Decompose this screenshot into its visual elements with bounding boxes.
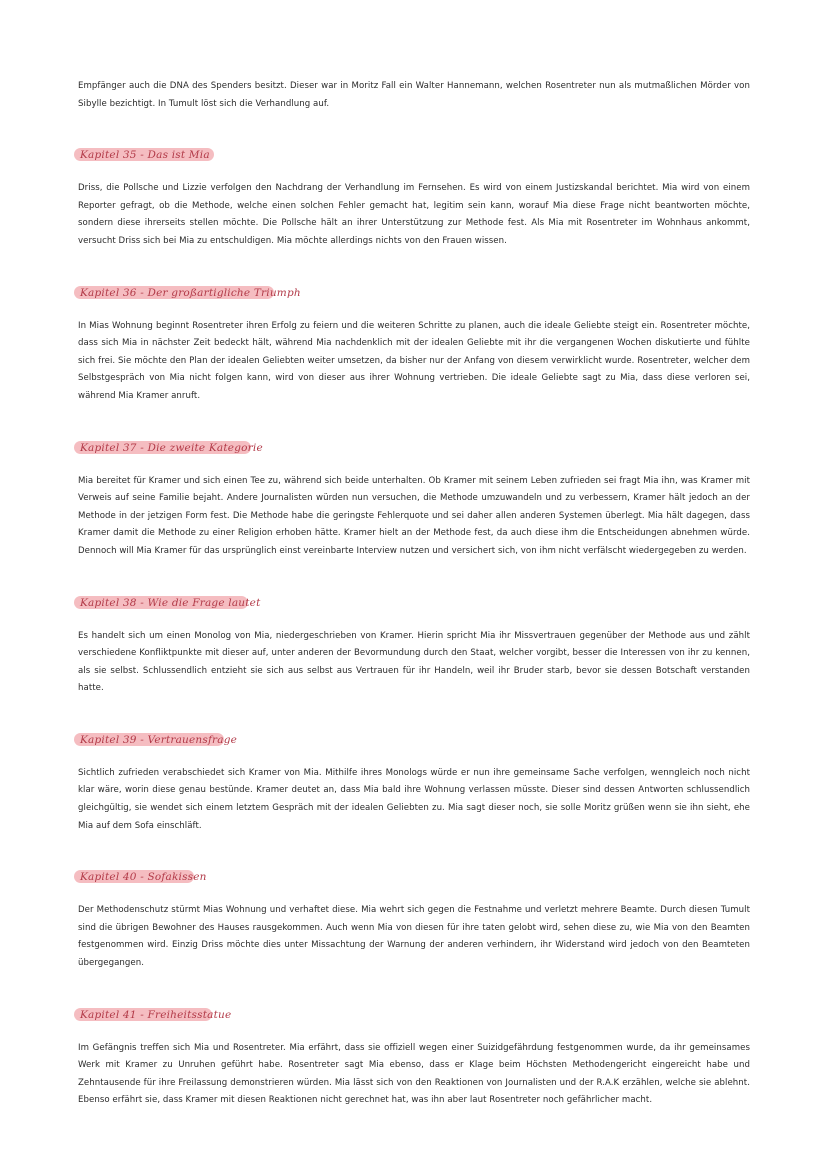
document-page xyxy=(78,78,750,1110)
chapter-heading-40 xyxy=(78,865,750,889)
chapter-title: Kapitel 37 - Die zweite Kategorie xyxy=(80,441,263,454)
chapter-paragraph-38: Es handelt sich um einen Monolog von Mia, niedergeschrieben von Kramer. Hierin spricht Mia ihr Missvertrauen gegenüber der Methode aus und zählt verschiedene Konfliktpunkte mit dieser auf, unter anderen der Bevormundung durch den Staat, welcher vorgibt, besser die Interessen von ihr zu kennen, als sie selbst. Schlussendlich entzieht sie sich aus selbst aus Vertrauen für ihr Handeln, weil ihr Bruder starb, bevor sie dessen Botschaft verstanden hatte. xyxy=(78,630,750,694)
chapter-paragraph-35: Driss, die Pollsche und Lizzie verfolgen den Nachdrang der Verhandlung im Fernsehen. Es wird von einem Justizskandal berichtet. Mia wird von einem Reporter gefragt, ob die Methode, welche einen solchen Fehler gemacht hat, legitim sein kann, worauf Mia diese Frage nicht beantworten möchte, sondern diese ihrerseits stellen möchte. Die Pollsche hält an ihrer Unterstützung zur Methode fest. Als Mia mit Rosentreter im Wohnhaus ankommt, versucht Driss sich bei Mia zu entschuldigen. Mia möchte allerdings nichts von den Frauen wissen. xyxy=(78,183,750,246)
chapter-heading-39 xyxy=(78,728,750,752)
chapter-title: Kapitel 38 - Wie die Frage lautet xyxy=(80,596,261,609)
chapter-heading-36 xyxy=(78,281,750,305)
chapter-title: Kapitel 39 - Vertrauensfrage xyxy=(80,733,238,746)
chapter-heading-38 xyxy=(78,591,750,615)
chapter-paragraph-37: Mia bereitet für Kramer und sich einen Tee zu, während sich beide unterhalten. Ob Kramer mit seinem Leben zufrieden sei fragt Mia ihn, was Kramer mit Verweis auf seine Familie bejaht. Andere Journalisten würden nun versuchen, die Methode umzuwandeln und zu verbessern, Kramer hält jedoch an der Methode in der jetzigen Form fest. Die Methode habe die geringste Fehlerquote und sei daher allen anderen Systemen überlegt. Mia hält dagegen, dass Kramer damit die Methode zu einer Religion erhoben hätte. Kramer hielt an der Methode fest, da auch diese ihm die Entscheidungen abnehmen würde. Dennoch will Mia Kramer für das ursprünglich einst vereinbarte Interview nutzen und versichert sich, von ihm nicht verfälscht wiedergegeben zu werden. xyxy=(78,475,750,556)
chapter-heading-37 xyxy=(78,436,750,460)
chapter-paragraph-40: Der Methodenschutz stürmt Mias Wohnung und verhaftet diese. Mia wehrt sich gegen die Festnahme und verletzt mehrere Beamte. Durch diesen Tumult sind die übrigen Bewohner des Hauses rausgekommen. Auch wenn Mia von diesen für ihre taten gelobt wird, sehen diese zu, wie Mia von den Beamten festgenommen wird. Einzig Driss möchte dies unter Missachtung der Warnung der anderen verhindern, ihr Widerstand wird jedoch von den Beamteten übergegangen. xyxy=(78,905,750,969)
chapter-paragraph-39: Sichtlich zufrieden verabschiedet sich Kramer von Mia. Mithilfe ihres Monologs würde er nun ihre gemeinsame Sache verfolgen, wenngleich noch nicht klar wäre, worin diese genau bestünde. Kramer deutet an, dass Mia bald ihre Wohnung verlassen müsste. Dieser sind dessen Antworten schlussendlich gleichgültig, sie wendet sich einem letztem Gespräch mit der idealen Geliebten zu. Mia sagt dieser noch, sie solle Moritz grüßen wenn sie ihn sieht, ehe Mia auf dem Sofa einschläft. xyxy=(78,767,750,831)
intro-paragraph: Empfänger auch die DNA des Spenders besitzt. Dieser war in Moritz Fall ein Walter Hannemann, welchen Rosentreter nun als mutmaßlichen Mörder von Sibylle bezichtigt. In Tumult löst sich die Verhandlung auf. xyxy=(78,81,750,109)
chapter-title: Kapitel 36 - Der großartigliche Triumph xyxy=(80,286,301,299)
chapter-title: Kapitel 41 - Freiheitsstatue xyxy=(80,1008,232,1021)
chapter-heading-35 xyxy=(78,143,750,167)
chapter-paragraph-36: In Mias Wohnung beginnt Rosentreter ihren Erfolg zu feiern und die weiteren Schritte zu planen, auch die ideale Geliebte steigt ein. Rosentreter möchte, dass sich Mia in nächster Zeit bedeckt hält, während Mia nachdenklich mit der idealen Geliebte mit ihr die vergangenen Wochen diskutierte und fühlte sich frei. Sie möchte den Plan der idealen Geliebten weiter umsetzen, da bisher nur der Anfang von diesem verwirklicht wurde. Rosentreter, welcher dem Selbstgespräch von Mia nicht folgen kann, wird von dieser aus ihrer Wohnung vertrieben. Die ideale Geliebte sagt zu Mia, dass diese verloren sei, während Mia Kramer anruft. xyxy=(78,320,750,401)
chapter-title: Kapitel 40 - Sofakissen xyxy=(80,871,207,884)
chapter-paragraph-41: Im Gefängnis treffen sich Mia und Rosentreter. Mia erfährt, dass sie offiziell wegen einer Suizidgefährdung festgenommen wurde, da ihr gemeinsames Werk mit Kramer zu Unruhen geführt habe. Rosentreter sagt Mia ebenso, dass er Klage beim Höchsten Methodengericht eingereicht habe und Zehntausende für ihre Freilassung demonstrieren würden. Mia lässt sich von den Reaktionen von Journalisten und der R.A.K erzählen, welche sie ablehnt. Ebenso erfährt sie, dass Kramer mit diesen Reaktionen nicht gerechnet hat, was ihn aber laut Rosentreter noch gefährlicher macht. xyxy=(78,1042,750,1106)
chapter-heading-41 xyxy=(78,1003,750,1027)
chapter-title: Kapitel 35 - Das ist Mia xyxy=(80,149,210,162)
